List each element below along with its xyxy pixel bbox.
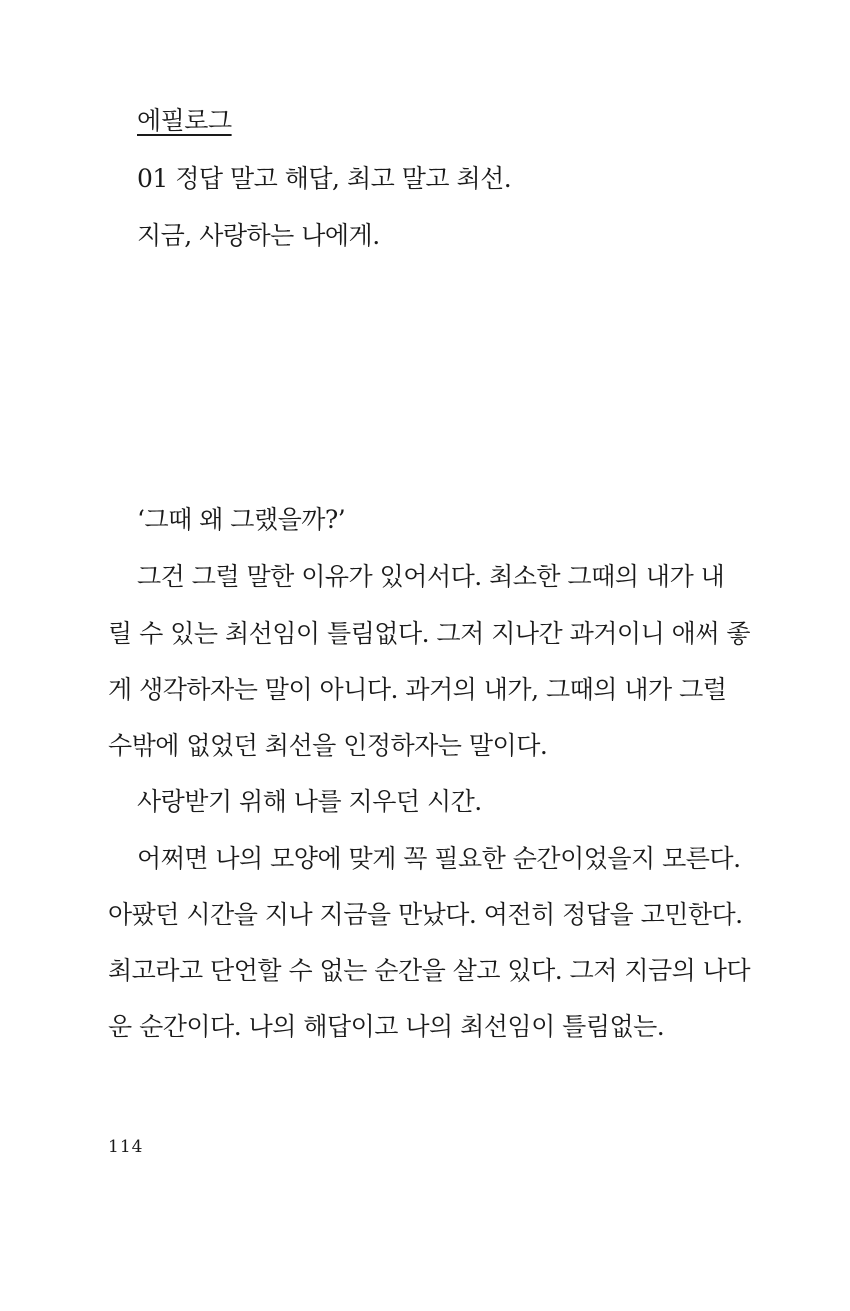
paragraph-3-line-2: 아팠던 시간을 지나 지금을 만났다. 여전히 정답을 고민한다. bbox=[108, 900, 743, 929]
chapter-title: 01 정답 말고 해답, 최고 말고 최선. bbox=[137, 164, 512, 193]
paragraph-1-line-3: 게 생각하자는 말이 아니다. 과거의 내가, 그때의 내가 그럴 bbox=[108, 675, 727, 704]
page-number: 114 bbox=[108, 1137, 144, 1157]
paragraph-3-line-1: 어쩌면 나의 모양에 맞게 꼭 필요한 순간이었을지 모른다. bbox=[137, 844, 741, 873]
paragraph-3-line-4: 운 순간이다. 나의 해답이고 나의 최선임이 틀림없는. bbox=[108, 1012, 665, 1041]
paragraph-3-line-3: 최고라고 단언할 수 없는 순간을 살고 있다. 그저 지금의 나다 bbox=[108, 956, 751, 985]
quote-line: ‘그때 왜 그랬을까?’ bbox=[137, 505, 346, 534]
paragraph-2: 사랑받기 위해 나를 지우던 시간. bbox=[137, 787, 482, 816]
section-label: 에필로그 bbox=[137, 106, 232, 135]
chapter-subtitle: 지금, 사랑하는 나에게. bbox=[137, 221, 380, 250]
paragraph-1-line-2: 릴 수 있는 최선임이 틀림없다. 그저 지나간 과거이니 애써 좋 bbox=[108, 619, 751, 648]
paragraph-1-line-1: 그건 그럴 말한 이유가 있어서다. 최소한 그때의 내가 내 bbox=[137, 562, 725, 591]
paragraph-1-line-4: 수밖에 없었던 최선을 인정하자는 말이다. bbox=[108, 731, 548, 760]
